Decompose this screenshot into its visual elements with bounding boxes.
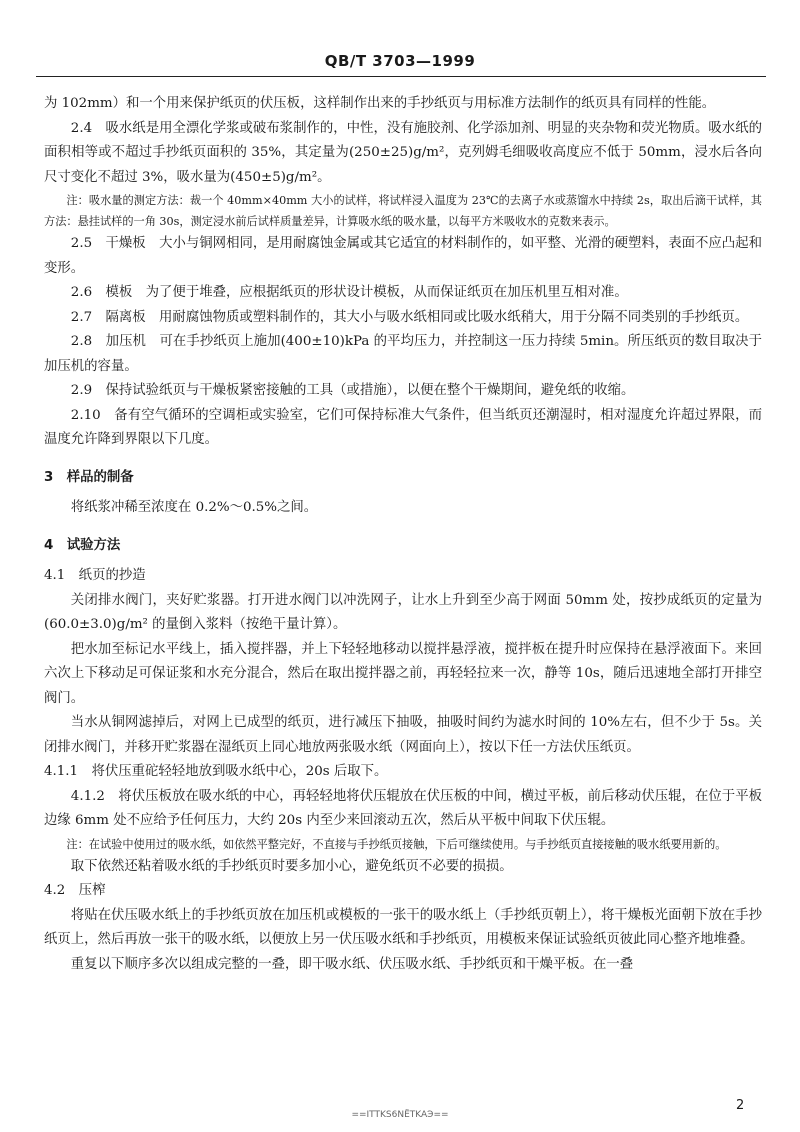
section-3-text: 将纸浆冲稀至浓度在 0.2%～0.5%之间。	[70, 500, 318, 515]
note-absorbency-method: 注：吸水量的测定方法：裁一个 40mm×40mm 大小的试样，将试样浸入温度为 23℃的去离子水或蒸馏水中持续 2s，取出后滴干试样，其方法：悬挂试样的一角 30s，测定浸水前后试样质量差异，计算吸水纸的吸水量，以每平方米吸收水的克数来表示。	[44, 194, 762, 228]
section-4-1-heading: 4.1 纸页的抄造	[44, 568, 146, 583]
page-header-standard-number: QB/T 3703—1999	[324, 52, 476, 70]
clause-2-6: 2.6 模板 为了便于堆叠，应根据纸页的形状设计模板，从而保证纸页在加压机里互相对准。	[70, 285, 628, 300]
clause-4-1-2: 4.1.2 将伏压板放在吸水纸的中心，再轻轻地将伏压辊放在伏压板的中间，横过平板，前后移动伏压辊，在位于平板边缘 6mm 处不应给予任何压力，大约 20s 内至少来回滚动五次，然后从平板中间取下伏压辊。	[44, 788, 762, 828]
header-divider	[36, 76, 766, 77]
section-3-heading: 3 样品的制备	[44, 469, 134, 485]
clause-4-1-text-1: 关闭排水阀门，夹好贮浆器。打开进水阀门以冲洗网子，让水上升到至少高于网面 50mm 处，按抄成纸页的定量为(60.0±3.0)g/m² 的量倒入浆料（按绝干量计算）。	[44, 592, 762, 632]
clause-4-1-1: 4.1.1 将伏压重砣轻轻地放到吸水纸中心，20s 后取下。	[44, 764, 388, 779]
note-blotter-reuse: 注：在试验中使用过的吸水纸，如依然平整完好，不直接与手抄纸页接触，下后可继续使用。与手抄纸页直接接触的吸水纸要用新的。	[66, 837, 727, 851]
clause-2-7: 2.7 隔离板 用耐腐蚀物质或塑料制作的，其大小与吸水纸相同或比吸水纸稍大，用于分隔不同类别的手抄纸页。	[70, 309, 749, 325]
clause-4-1-text-3: 当水从铜网滤掉后，对网上已成型的纸页，进行减压下抽吸，抽吸时间约为滤水时间的 10%左右，但不少于 5s。关闭排水阀门，并移开贮浆器在湿纸页上同心地放两张吸水纸（网面向上），按以下任一方法伏压纸页。	[44, 715, 762, 755]
section-4-heading: 4 试验方法	[44, 537, 121, 553]
footer-watermark: ==ITTKS6NЁTKAЭ==	[351, 1110, 449, 1120]
clause-4-1-text-2: 把水加至标记水平线上，插入搅拌器，并上下轻轻地移动以搅拌悬浮液，搅拌板在提升时应保持在悬浮液面下。来回六次上下移动足可保证浆和水充分混合，然后在取出搅拌器之前，再轻轻拉来一次，静等 10s，随后迅速地全部打开排空阀门。	[44, 641, 762, 706]
clause-2-4: 2.4 吸水纸是用全漂化学浆或破布浆制作的，中性，没有施胶剂、化学添加剂、明显的夹杂物和荧光物质。吸水纸的面积相等或不超过手抄纸页面积的 35%，其定量为(250±25)g/m²，克列姆毛细吸收高度应不低于 50mm，浸水后各向尺寸变化不超过 3%，吸水量为(450±5)g/m²。	[44, 120, 762, 185]
clause-2-8: 2.8 加压机 可在手抄纸页上施加(400±10)kPa 的平均压力，并控制这一压力持续 5min。所压纸页的数目取决于加压机的容量。	[44, 334, 762, 374]
section-4-2-heading: 4.2 压榨	[44, 883, 106, 898]
clause-2-10: 2.10 备有空气循环的空调柜或实验室，它们可保持标准大气条件，但当纸页还潮湿时，相对湿度允许超过界限，而温度允许降到界限以下几度。	[44, 407, 762, 447]
clause-2-5: 2.5 干燥板 大小与铜网相同，是用耐腐蚀金属或其它适宜的材料制作的，如平整、光滑的硬塑料，表面不应凸起和变形。	[44, 236, 762, 276]
clause-2-9: 2.9 保持试验纸页与干燥板紧密接触的工具（或措施），以便在整个干燥期间，避免纸的收缩。	[70, 383, 635, 398]
document-body	[44, 92, 762, 977]
clause-4-2-text-1: 将贴在伏压吸水纸上的手抄纸页放在加压机或模板的一张干的吸水纸上（手抄纸页朝上），将干燥板光面朝下放在手抄纸页上，然后再放一张干的吸水纸，以便放上另一伏压吸水纸和手抄纸页，用模板来保证试验纸页彼此同心整齐地堆叠。	[44, 907, 762, 947]
page-number: 2	[736, 1098, 745, 1113]
paragraph-continuation: 为 102mm）和一个用来保护纸页的伏压板，这样制作出来的手抄纸页与用标准方法制作的纸页具有同样的性能。	[44, 96, 716, 111]
clause-4-2-text-2: 重复以下顺序多次以组成完整的一叠，即干吸水纸、伏压吸水纸、手抄纸页和干燥平板。在一叠	[70, 956, 634, 972]
clause-4-1-text-4: 取下依然还粘着吸水纸的手抄纸页时要多加小心，避免纸页不必要的损损。	[70, 858, 513, 874]
